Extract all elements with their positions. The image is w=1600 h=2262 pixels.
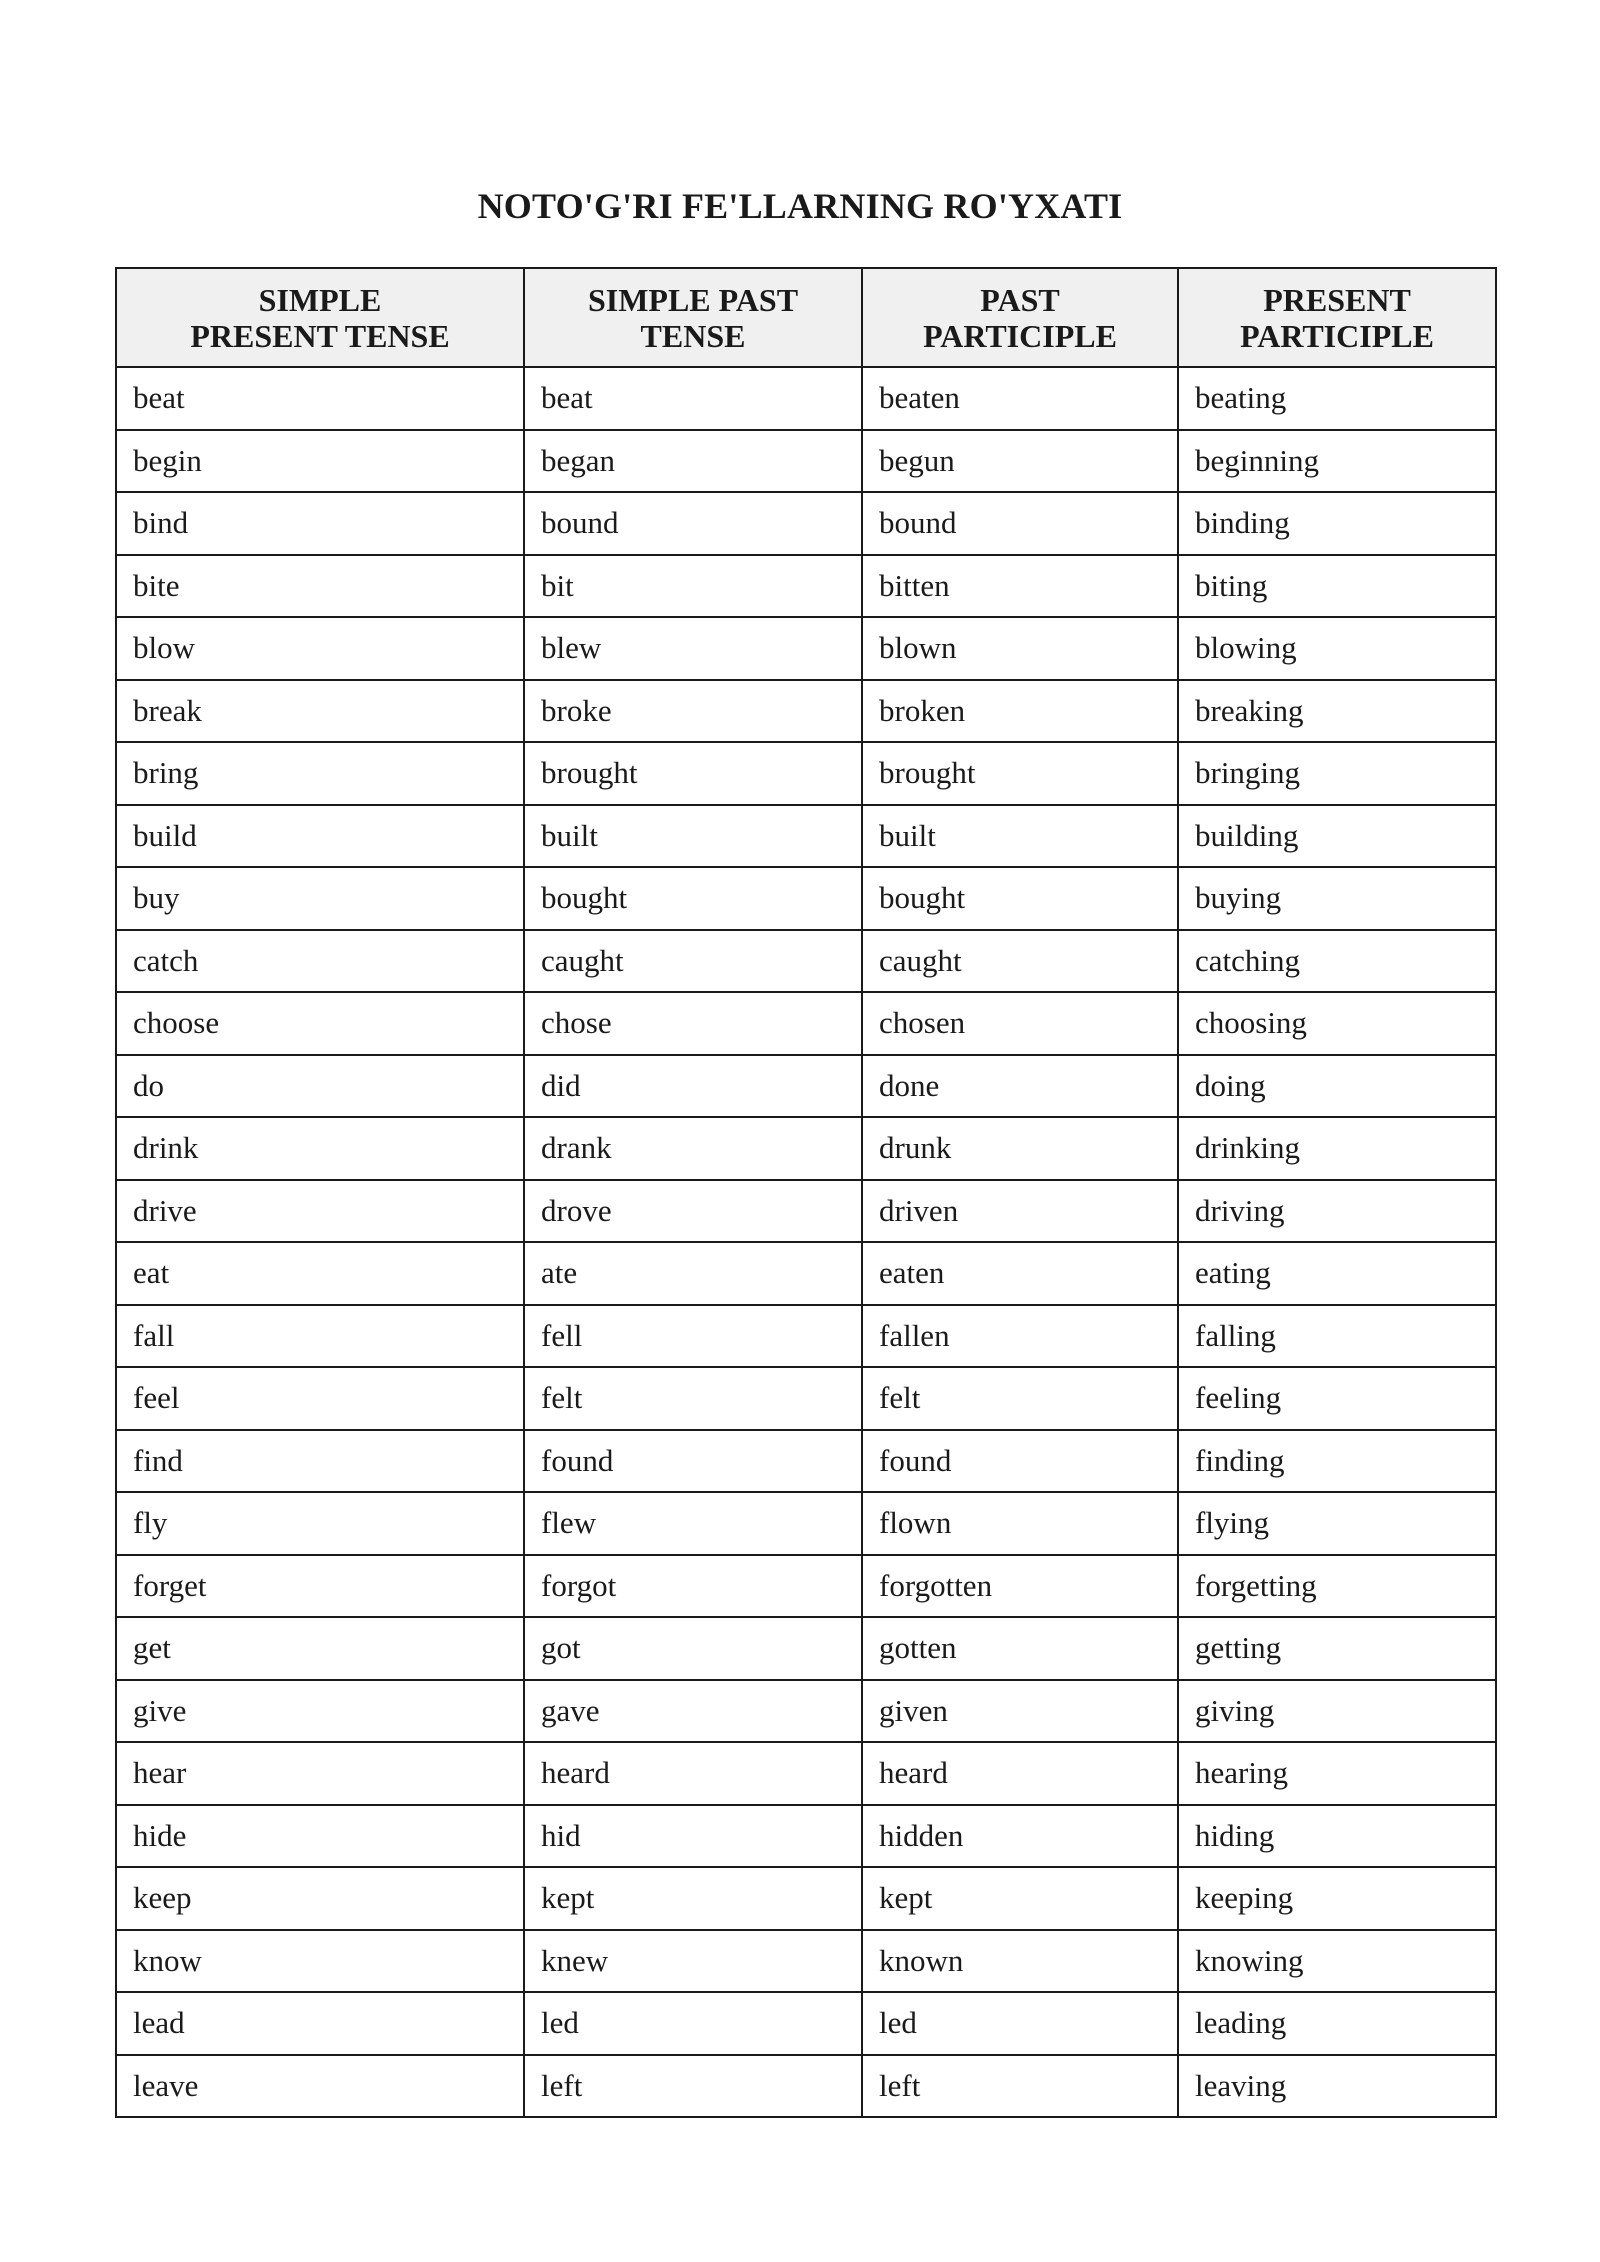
cell-past-participle: beaten: [862, 367, 1178, 430]
cell-past-participle: flown: [862, 1492, 1178, 1555]
cell-simple-present: fly: [116, 1492, 524, 1555]
table-row: [116, 867, 1496, 930]
cell-simple-present: bite: [116, 555, 524, 618]
cell-simple-present: break: [116, 680, 524, 743]
table-row: [116, 1555, 1496, 1618]
cell-simple-past: chose: [524, 992, 862, 1055]
table-row: [116, 930, 1496, 993]
cell-present-participle: breaking: [1178, 680, 1496, 743]
cell-present-participle: eating: [1178, 1242, 1496, 1305]
cell-simple-past: found: [524, 1430, 862, 1493]
cell-past-participle: known: [862, 1930, 1178, 1993]
cell-simple-past: brought: [524, 742, 862, 805]
cell-present-participle: building: [1178, 805, 1496, 868]
cell-simple-past: caught: [524, 930, 862, 993]
cell-past-participle: led: [862, 1992, 1178, 2055]
table-row: [116, 1492, 1496, 1555]
cell-simple-present: do: [116, 1055, 524, 1118]
table-row: [116, 1680, 1496, 1743]
cell-simple-present: leave: [116, 2055, 524, 2118]
cell-present-participle: forgetting: [1178, 1555, 1496, 1618]
table-row: [116, 805, 1496, 868]
table-row: [116, 1805, 1496, 1868]
cell-past-participle: gotten: [862, 1617, 1178, 1680]
cell-present-participle: doing: [1178, 1055, 1496, 1118]
table-row: [116, 992, 1496, 1055]
cell-past-participle: hidden: [862, 1805, 1178, 1868]
cell-past-participle: caught: [862, 930, 1178, 993]
cell-simple-present: forget: [116, 1555, 524, 1618]
table-row: [116, 1742, 1496, 1805]
table-row: [116, 1367, 1496, 1430]
cell-past-participle: done: [862, 1055, 1178, 1118]
cell-simple-past: ate: [524, 1242, 862, 1305]
column-header-simple-past: SIMPLE PAST TENSE: [524, 268, 862, 367]
cell-past-participle: drunk: [862, 1117, 1178, 1180]
cell-present-participle: giving: [1178, 1680, 1496, 1743]
cell-past-participle: eaten: [862, 1242, 1178, 1305]
cell-past-participle: forgotten: [862, 1555, 1178, 1618]
cell-past-participle: felt: [862, 1367, 1178, 1430]
table-header: [116, 268, 1496, 367]
cell-simple-past: led: [524, 1992, 862, 2055]
table-row: [116, 1930, 1496, 1993]
cell-simple-past: blew: [524, 617, 862, 680]
cell-simple-present: buy: [116, 867, 524, 930]
cell-past-participle: begun: [862, 430, 1178, 493]
cell-past-participle: bought: [862, 867, 1178, 930]
column-header-simple-present: SIMPLE PRESENT TENSE: [116, 268, 524, 367]
cell-present-participle: getting: [1178, 1617, 1496, 1680]
cell-past-participle: kept: [862, 1867, 1178, 1930]
cell-simple-present: give: [116, 1680, 524, 1743]
cell-simple-present: blow: [116, 617, 524, 680]
cell-simple-present: feel: [116, 1367, 524, 1430]
table-row: [116, 492, 1496, 555]
cell-present-participle: buying: [1178, 867, 1496, 930]
cell-simple-present: find: [116, 1430, 524, 1493]
table-row: [116, 1867, 1496, 1930]
table-row: [116, 367, 1496, 430]
cell-simple-past: knew: [524, 1930, 862, 1993]
cell-simple-past: hid: [524, 1805, 862, 1868]
cell-simple-past: began: [524, 430, 862, 493]
cell-simple-present: hide: [116, 1805, 524, 1868]
cell-simple-past: got: [524, 1617, 862, 1680]
cell-simple-present: keep: [116, 1867, 524, 1930]
cell-simple-past: did: [524, 1055, 862, 1118]
table-row: [116, 617, 1496, 680]
cell-simple-present: hear: [116, 1742, 524, 1805]
cell-simple-past: built: [524, 805, 862, 868]
cell-past-participle: fallen: [862, 1305, 1178, 1368]
cell-simple-present: beat: [116, 367, 524, 430]
header-row: [116, 268, 1496, 367]
cell-present-participle: finding: [1178, 1430, 1496, 1493]
cell-simple-past: drank: [524, 1117, 862, 1180]
cell-present-participle: keeping: [1178, 1867, 1496, 1930]
cell-simple-present: eat: [116, 1242, 524, 1305]
cell-simple-present: catch: [116, 930, 524, 993]
cell-simple-past: felt: [524, 1367, 862, 1430]
table-row: [116, 1055, 1496, 1118]
cell-past-participle: chosen: [862, 992, 1178, 1055]
table-row: [116, 1117, 1496, 1180]
table-row: [116, 1180, 1496, 1243]
cell-present-participle: feeling: [1178, 1367, 1496, 1430]
cell-present-participle: choosing: [1178, 992, 1496, 1055]
cell-simple-present: lead: [116, 1992, 524, 2055]
cell-past-participle: driven: [862, 1180, 1178, 1243]
cell-present-participle: drinking: [1178, 1117, 1496, 1180]
cell-simple-present: bring: [116, 742, 524, 805]
cell-simple-past: bound: [524, 492, 862, 555]
cell-simple-past: gave: [524, 1680, 862, 1743]
page-title: NOTO'G'RI FE'LLARNING RO'YXATI: [477, 186, 1123, 226]
table-row: [116, 430, 1496, 493]
cell-present-participle: bringing: [1178, 742, 1496, 805]
cell-present-participle: driving: [1178, 1180, 1496, 1243]
table-row: [116, 1305, 1496, 1368]
table-row: [116, 1617, 1496, 1680]
cell-simple-present: begin: [116, 430, 524, 493]
table-row: [116, 742, 1496, 805]
cell-past-participle: bound: [862, 492, 1178, 555]
cell-present-participle: beating: [1178, 367, 1496, 430]
cell-simple-present: know: [116, 1930, 524, 1993]
cell-past-participle: bitten: [862, 555, 1178, 618]
cell-past-participle: heard: [862, 1742, 1178, 1805]
cell-past-participle: broken: [862, 680, 1178, 743]
cell-present-participle: binding: [1178, 492, 1496, 555]
cell-simple-past: beat: [524, 367, 862, 430]
cell-simple-present: get: [116, 1617, 524, 1680]
cell-present-participle: hiding: [1178, 1805, 1496, 1868]
table-row: [116, 2055, 1496, 2118]
cell-past-participle: brought: [862, 742, 1178, 805]
cell-simple-present: fall: [116, 1305, 524, 1368]
cell-present-participle: blowing: [1178, 617, 1496, 680]
cell-present-participle: leading: [1178, 1992, 1496, 2055]
cell-present-participle: beginning: [1178, 430, 1496, 493]
cell-simple-past: broke: [524, 680, 862, 743]
cell-simple-past: left: [524, 2055, 862, 2118]
cell-simple-past: kept: [524, 1867, 862, 1930]
cell-simple-past: heard: [524, 1742, 862, 1805]
cell-present-participle: flying: [1178, 1492, 1496, 1555]
table-row: [116, 1992, 1496, 2055]
cell-present-participle: falling: [1178, 1305, 1496, 1368]
column-header-past-participle: PAST PARTICIPLE: [862, 268, 1178, 367]
cell-present-participle: knowing: [1178, 1930, 1496, 1993]
cell-simple-past: drove: [524, 1180, 862, 1243]
cell-simple-present: build: [116, 805, 524, 868]
table-row: [116, 555, 1496, 618]
cell-simple-past: bit: [524, 555, 862, 618]
table-row: [116, 1430, 1496, 1493]
table-body: [116, 367, 1496, 2117]
irregular-verbs-table: [115, 267, 1497, 2118]
table-row: [116, 680, 1496, 743]
cell-simple-present: bind: [116, 492, 524, 555]
cell-simple-past: flew: [524, 1492, 862, 1555]
cell-present-participle: catching: [1178, 930, 1496, 993]
cell-present-participle: leaving: [1178, 2055, 1496, 2118]
cell-past-participle: found: [862, 1430, 1178, 1493]
cell-simple-present: drive: [116, 1180, 524, 1243]
cell-past-participle: left: [862, 2055, 1178, 2118]
cell-simple-past: fell: [524, 1305, 862, 1368]
column-header-present-participle: PRESENT PARTICIPLE: [1178, 268, 1496, 367]
cell-present-participle: biting: [1178, 555, 1496, 618]
cell-simple-present: choose: [116, 992, 524, 1055]
table-row: [116, 1242, 1496, 1305]
cell-present-participle: hearing: [1178, 1742, 1496, 1805]
cell-simple-past: bought: [524, 867, 862, 930]
cell-simple-past: forgot: [524, 1555, 862, 1618]
cell-past-participle: given: [862, 1680, 1178, 1743]
cell-past-participle: blown: [862, 617, 1178, 680]
cell-simple-present: drink: [116, 1117, 524, 1180]
cell-past-participle: built: [862, 805, 1178, 868]
